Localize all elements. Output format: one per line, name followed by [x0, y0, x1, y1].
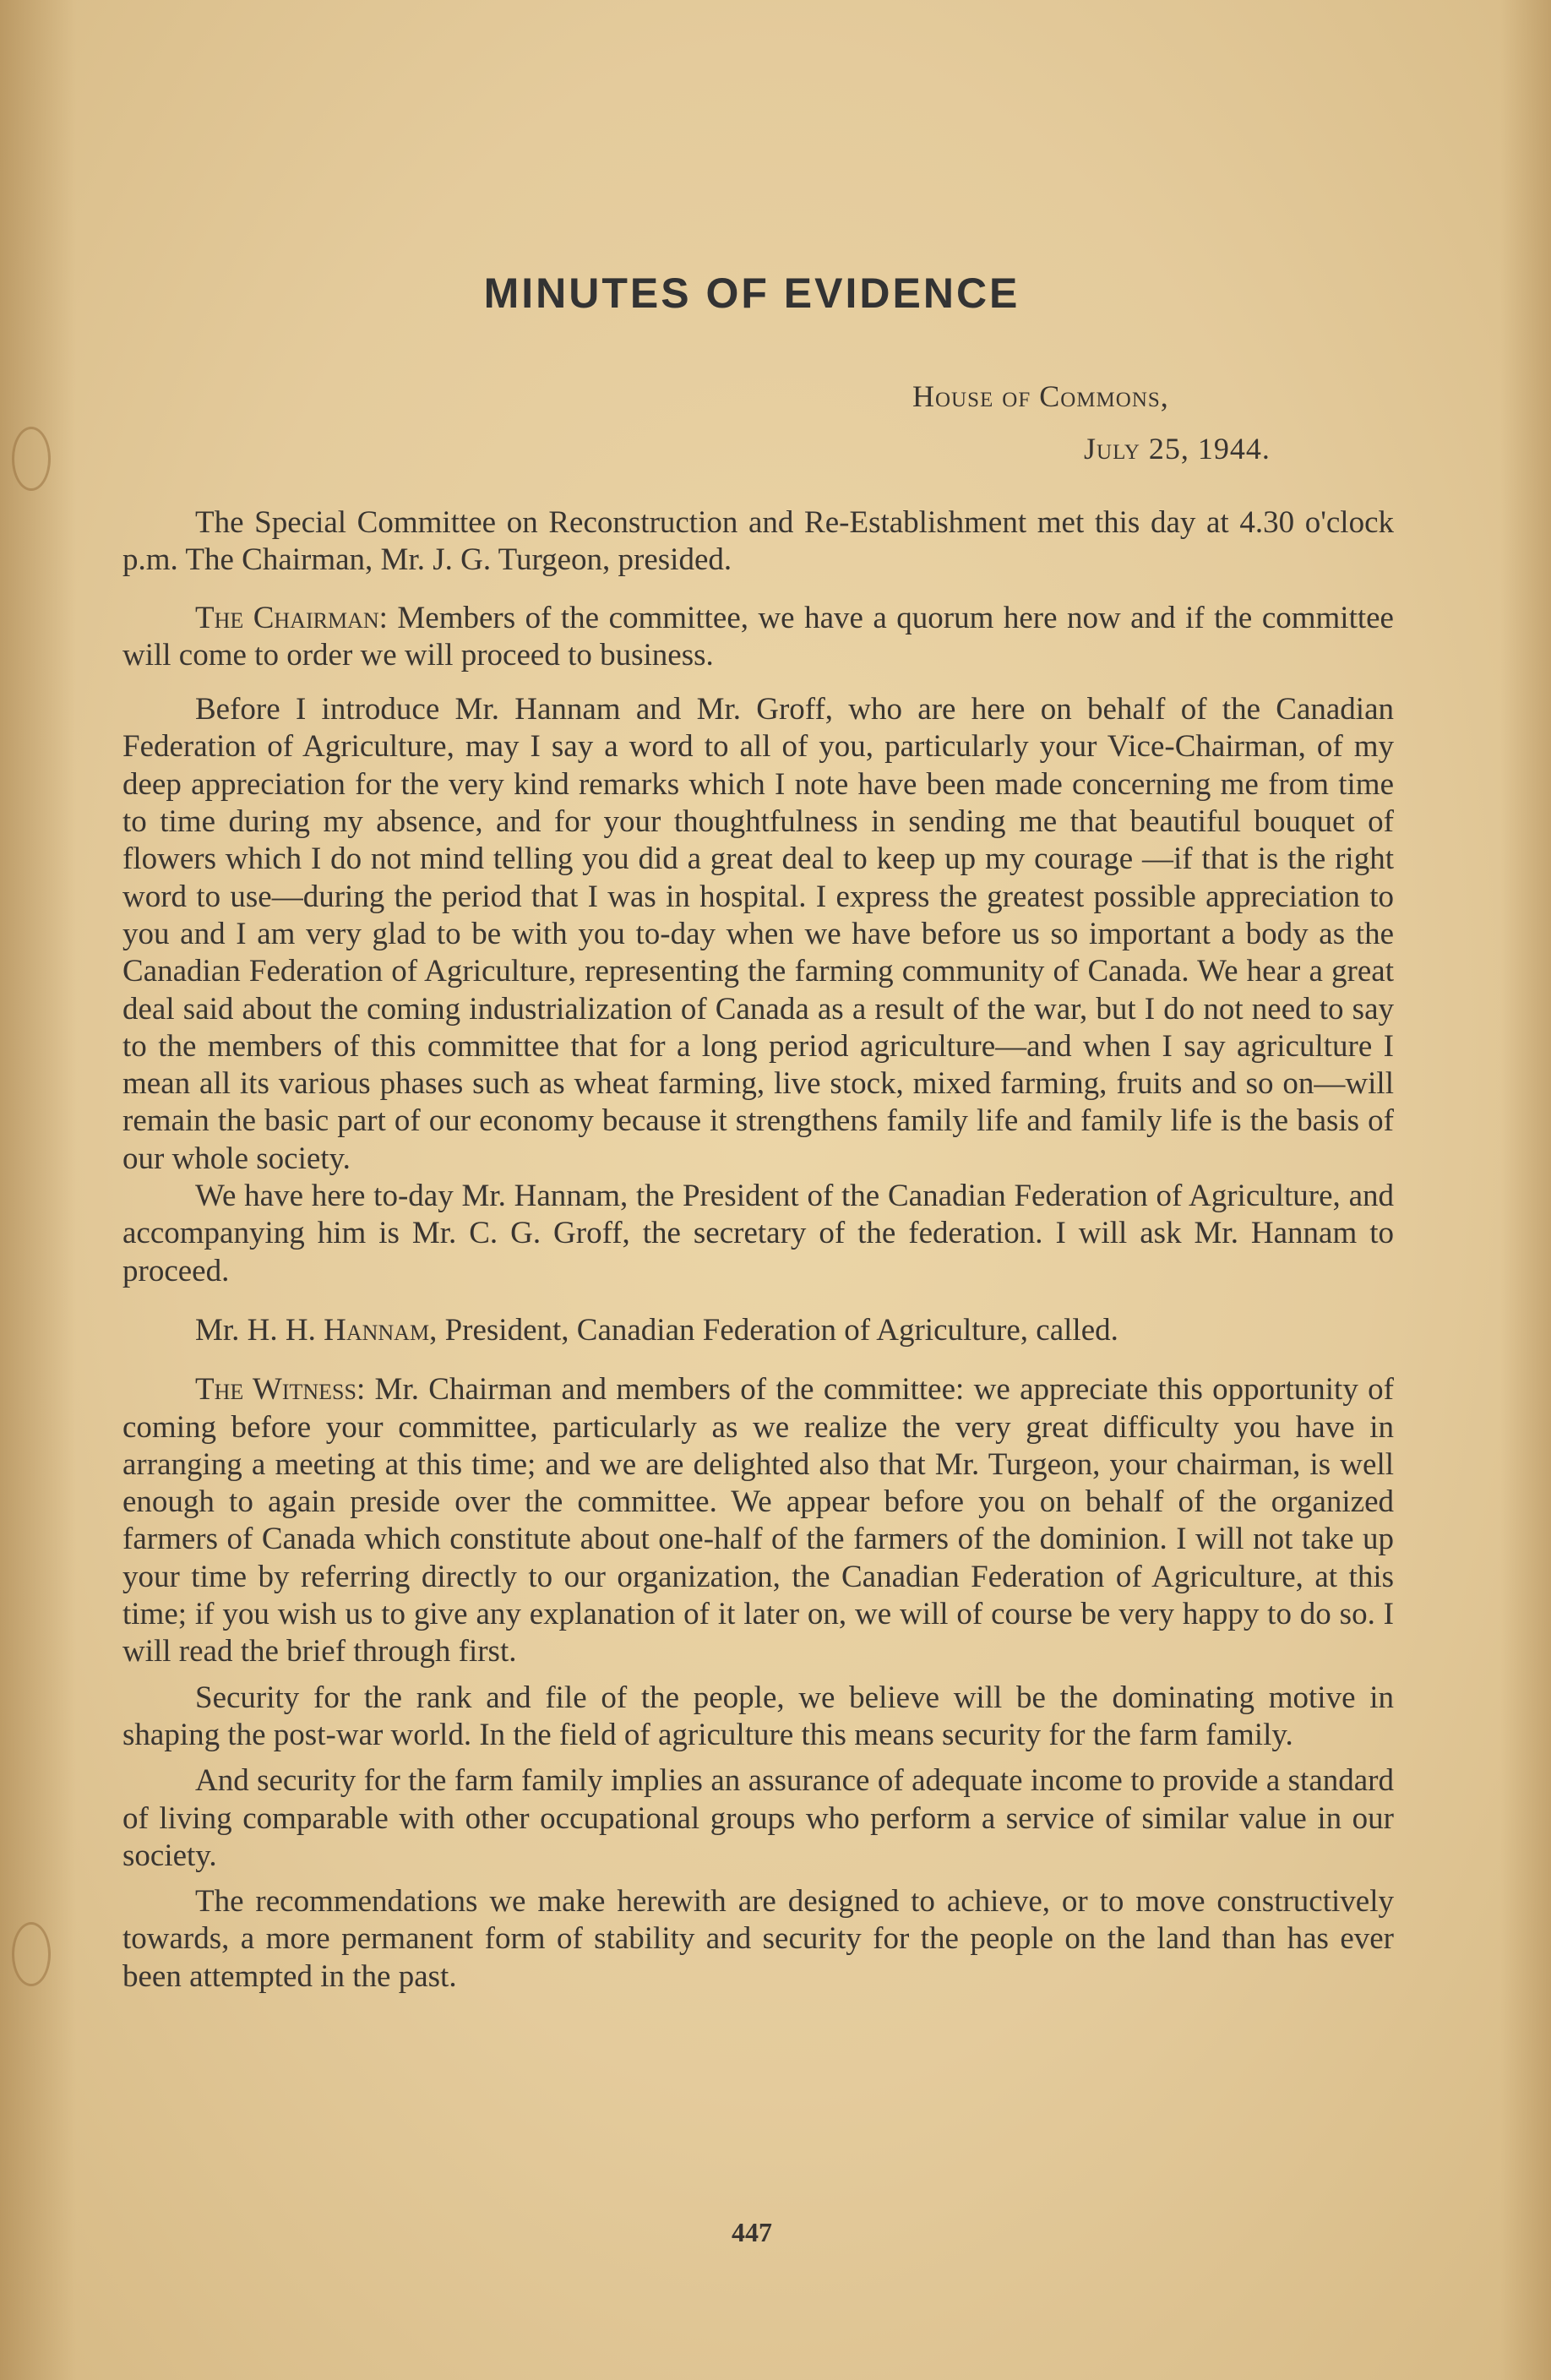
witness-title: , President, Canadian Federation of Agriculture, called. — [429, 1312, 1118, 1348]
paragraph-text: : Mr. Chairman and members of the committee: we appreciate this opportunity of coming before your committee, particularly as we realize the very great difficulty you have in arranging a meeting at this time; and we are delighted also that Mr. Turgeon, your chairman, is well enough to again preside over the committee. We appear before you on behalf of the organized farmers of Canada which constitute about one-half of the farmers of the dominion. I will not take up your time by referring directly to our organization, the Canadian Federation of Agriculture, at this time; if you wish us to give any explanation of it later on, we will of course be very happy to do so. I will read the brief through first. — [122, 1372, 1394, 1669]
paragraph-text: Security for the rank and file of the people, we believe will be the dominating motive in shaping the post-war world. In the field of agriculture this means security for the farm family. — [122, 1680, 1394, 1752]
paragraph-introduction — [122, 1178, 1394, 1290]
paragraph-chairman-remarks — [122, 691, 1394, 1178]
paragraph-chairman-statement — [122, 600, 1394, 675]
paragraph-text: The Special Committee on Reconstruction and Re-Establishment met this day at 4.30 o'clock p.m. The Chairman, Mr. J. G. Turgeon, presided. — [122, 505, 1394, 578]
paragraph-farm-family — [122, 1762, 1394, 1875]
page-number: 447 — [732, 2217, 772, 2247]
minutes-body — [122, 504, 1394, 1996]
page-title: MINUTES OF EVIDENCE — [483, 270, 1020, 317]
paragraph-text: Before I introduce Mr. Hannam and Mr. Groff, who are here on behalf of the Canadian Federation of Agriculture, may I say a word to all of you, particularly your Vice-Chairman, of my deep appreciation for the very kind remarks which I note have been made concerning me from time to time during my absence, and for your thoughtfulness in sending me that beautiful bouquet of flowers which I do not mind telling you did a great deal to keep up my courage —if that is the right word to use—during the period that I was in hospital. I express the greatest possible appreciation to you and I am very glad to be with you to-day when we have before us so important a body as the Canadian Federation of Agriculture, representing the farming community of Canada. We hear a great deal said about the coming industrialization of Canada as a result of the war, but I do not need to say to the members of this committee that for a long period agriculture—and when I say agriculture I mean all its various phases such as wheat farming, live stock, mixed farming, fruits and so on—will remain the basic part of our economy because it strengthens family life and family life is the basis of our whole society. — [122, 692, 1394, 1176]
binding-hole-mark — [12, 427, 51, 491]
paragraph-text: : Members of the committee, we have a quorum here now and if the committee will come to order we will proceed to business. — [122, 600, 1394, 673]
paragraph-text: The recommendations we make herewith are designed to achieve, or to move constructively towards, a more permanent form of stability and security for the people on the land than has ever been attempted in the past. — [122, 1884, 1394, 1994]
witness-called-line — [122, 1312, 1394, 1349]
witness-prefix: Mr. H. H. — [195, 1312, 324, 1348]
paragraph-witness-statement — [122, 1371, 1394, 1670]
paragraph-opening — [122, 504, 1394, 580]
paragraph-text: And security for the farm family implies an assurance of adequate income to provide a standard of living comparable with other occupational groups who perform a service of similar value in our society. — [122, 1763, 1394, 1873]
speaker-name: The Witness — [195, 1372, 356, 1408]
witness-name: Hannam — [324, 1312, 430, 1348]
page-left-edge-shadow — [0, 0, 76, 2380]
paragraph-security — [122, 1680, 1394, 1755]
page-right-edge-shadow — [1500, 0, 1551, 2380]
binding-hole-mark — [12, 1922, 51, 1986]
paragraph-text: We have here to-day Mr. Hannam, the President of the Canadian Federation of Agriculture, and accompanying him is Mr. C. G. Groff, the secretary of the federation. I will ask Mr. Hannam to proceed. — [122, 1179, 1394, 1288]
speaker-name: The Chairman — [195, 600, 379, 635]
meeting-date: July 25, 1944. — [1084, 432, 1271, 466]
paragraph-recommendations — [122, 1883, 1394, 1996]
meeting-location: House of Commons, — [912, 379, 1169, 413]
